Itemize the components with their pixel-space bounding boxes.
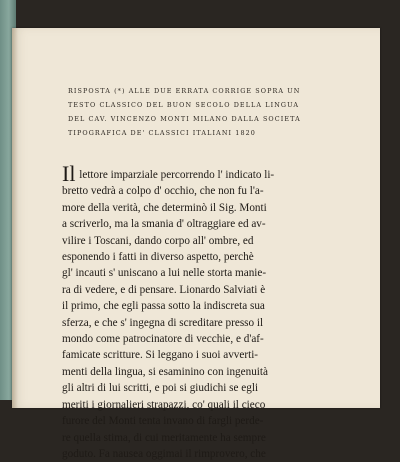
body-line: gl' incauti s' uniscano a lui nelle storta manie-: [62, 267, 267, 280]
body-line: furore del Monti tenta invano di fargli perde-: [62, 415, 264, 428]
body-line: mondo come patrocinatore di vecchie, e d'af-: [62, 333, 264, 346]
body-line: famicate scritture. Si leggano i suoi avverti-: [62, 349, 259, 362]
drop-cap: Il: [62, 161, 76, 186]
heading-line: DEL CAV. VINCENZO MONTI MILANO DALLA SOCIETA: [68, 115, 301, 123]
page-gutter-shadow: [12, 28, 18, 408]
body-line: meriti i giornalieri strapazzi, co' quali il cieco: [62, 398, 266, 411]
body-line: menti della lingua, si esaminino con ingenuità: [62, 365, 268, 378]
heading-line: TESTO CLASSICO DEL BUON SECOLO DELLA LINGUA: [68, 101, 300, 109]
body-line: sferza, e che s' ingegna di screditare presso il: [62, 316, 264, 329]
body-line: gli altri di lui scritti, e poi si giudichi se egli: [62, 382, 259, 395]
body-line: il primo, che egli passa sotto la indiscreta sua: [62, 300, 265, 313]
body-first-line: [62, 161, 324, 186]
body-line: a scriverlo, ma la smania d' oltraggiare ed av-: [62, 218, 266, 231]
document-heading: [68, 84, 318, 140]
body-line: bretto vedrà a colpo d' occhio, che non fu l'a-: [62, 185, 264, 198]
body-line: lettore imparziale percorrendo l' indicato li-: [76, 169, 275, 181]
body-line: vilire i Toscani, dando corpo all' ombre, ed: [62, 234, 254, 247]
body-line: goduto. Fa nausea oggimai il rimprovero, che: [62, 447, 266, 460]
body-text: [62, 161, 324, 462]
heading-line: TIPOGRAFICA DE' CLASSICI ITALIANI 1820: [68, 129, 256, 137]
body-line: more della verità, che determinò il Sig. Monti: [62, 201, 267, 214]
body-line: re quella stima, di cui meritamente ha sempre: [62, 431, 266, 444]
body-line: esponendo i fatti in diverso aspetto, perchè: [62, 251, 254, 264]
body-line: ra di vedere, e di pensare. Lionardo Salviati è: [62, 283, 266, 296]
heading-line: RISPOSTA (*) ALLE DUE ERRATA CORRIGE SOPRA UN: [68, 87, 301, 95]
